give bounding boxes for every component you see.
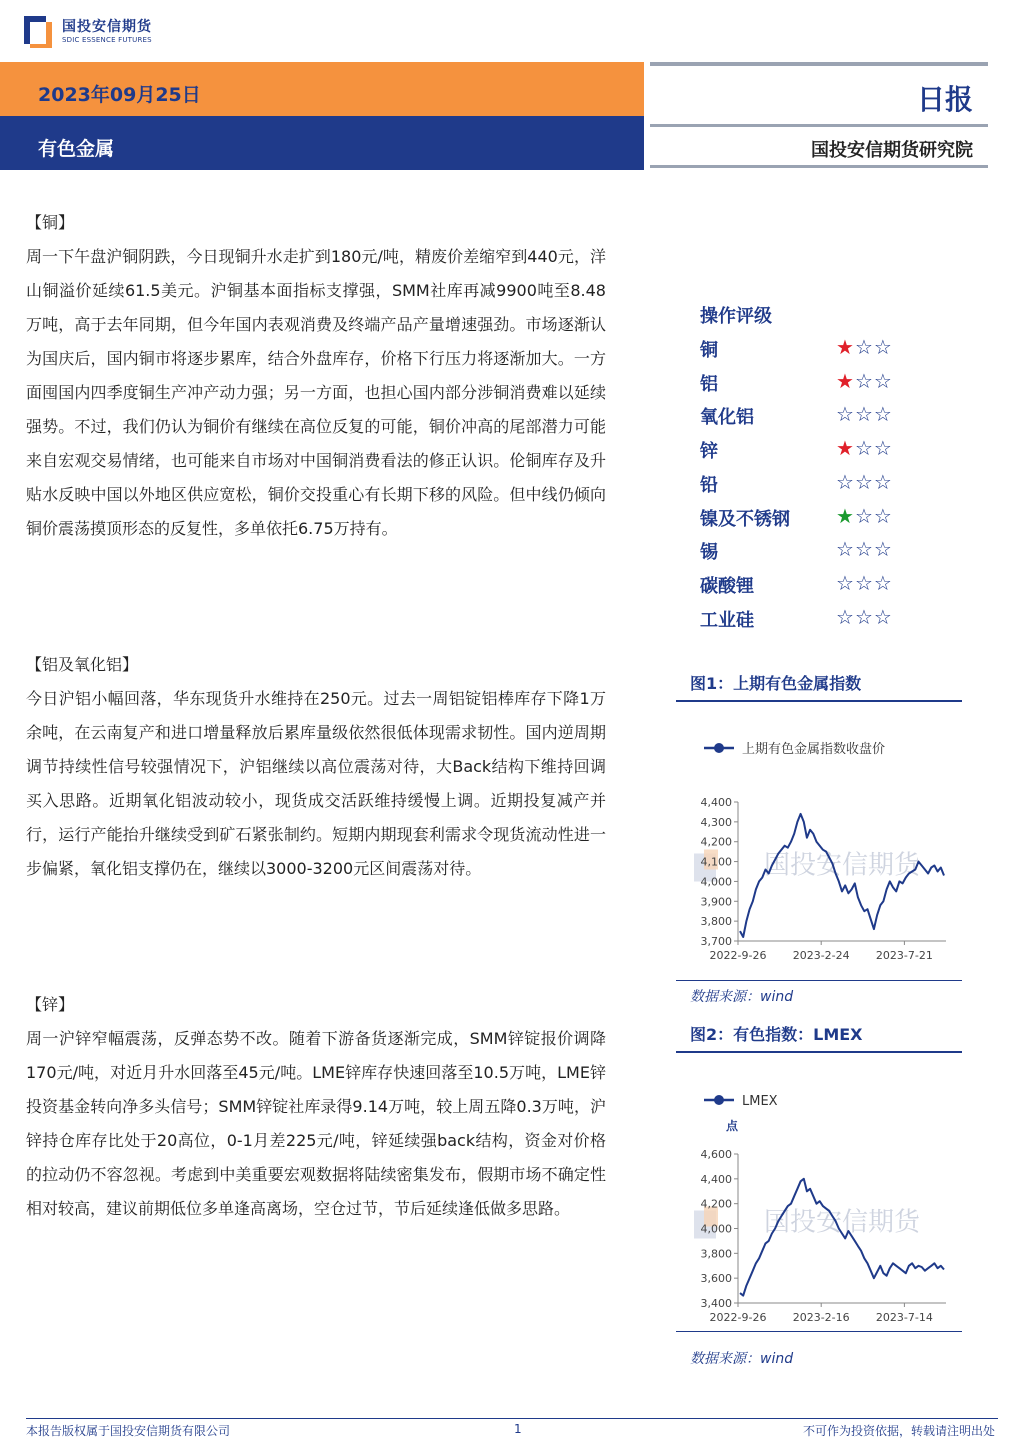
rating-metal-name: 铝	[700, 373, 718, 395]
rating-title: 操作评级	[700, 306, 772, 327]
star-filled-icon: ★	[836, 503, 855, 528]
y-tick-label: 3,700	[700, 935, 732, 948]
rating-metal-name: 镍及不锈钢	[700, 508, 790, 530]
article-heading: 【铝及氧化铝】	[26, 655, 139, 674]
y-tick-label: 3,900	[700, 895, 732, 909]
y-tick-label: 4,000	[700, 875, 732, 889]
logo-name-en: SDIC ESSENCE FUTURES	[62, 36, 152, 44]
rating-row	[700, 505, 920, 535]
rating-metal-name: 氧化铝	[700, 407, 754, 429]
rating-metal-name: 锌	[700, 441, 718, 463]
report-date: 2023年09月25日	[38, 84, 201, 106]
chart-shfe-nonferrous-index	[676, 706, 962, 980]
article-zinc	[26, 988, 606, 1226]
article-heading: 【铜】	[26, 213, 75, 232]
legend-label: 上期有色金属指数收盘价	[742, 742, 886, 757]
article-body: 周一下午盘沪铜阴跌，今日现铜升水走扩到180元/吨，精废价差缩窄到440元，洋山铜溢价延续61.5美元。沪铜基本面指标支撑强，SMM社库再减9900吨至8.48万吨，高于去年同期，但今年国内表观消费及终端产品产量增速强劲。市场逐渐认为国庆后，国内铜市将逐步累库，结合外盘库存，价格下行压力将逐渐加大。一方面囤国内四季度铜生产冲产动力强；另一方面，也担心国内部分涉铜消费难以延续强势。不过，我们仍认为铜价有继续在高位反复的可能，铜价冲高的尾部潜力可能来自宏观交易情绪，也可能来自市场对中国铜消费看法的修正认识。伦铜库存及升贴水反映中国以外地区供应宽松，铜价交投重心有长期下移的风险。但中线仍倾向铜价震荡摸顶形态的反复性，多单依托6.75万持有。	[26, 247, 606, 538]
rating-row	[700, 336, 920, 366]
y-tick-label: 4,100	[700, 855, 732, 869]
figure-2-rule	[676, 1051, 962, 1053]
company-logo	[24, 16, 152, 48]
star-outline-icon: ☆	[873, 537, 893, 562]
header-rule-bottom	[650, 165, 988, 168]
x-tick-label: 2023-7-14	[875, 1311, 933, 1324]
star-outline-icon: ☆	[854, 604, 874, 629]
star-outline-icon: ☆	[836, 570, 855, 595]
rating-stars-icon	[836, 504, 893, 528]
rating-stars-icon	[836, 571, 893, 595]
figure-2-rule-bottom	[676, 1331, 962, 1332]
rating-row	[700, 572, 920, 602]
watermark-text: 国投安信期货	[764, 850, 921, 881]
rating-stars-icon	[836, 369, 893, 393]
y-tick-label: 3,600	[700, 1272, 732, 1286]
x-tick-label: 2023-2-24	[792, 949, 850, 962]
star-outline-icon: ☆	[873, 503, 893, 528]
x-tick-label: 2023-2-16	[792, 1311, 850, 1324]
figure-1-title: 图1：上期有色金属指数	[690, 674, 862, 693]
rating-stars-icon	[836, 402, 893, 426]
figure-2-source: 数据来源：wind	[690, 1351, 794, 1367]
watermark-text: 国投安信期货	[764, 1207, 921, 1238]
star-outline-icon: ☆	[873, 402, 893, 427]
x-tick-label: 2023-7-21	[875, 949, 933, 962]
article-body: 周一沪锌窄幅震荡，反弹态势不改。随着下游备货逐渐完成，SMM锌锭报价调降170元/吨，对近月升水回落至45元/吨。LME锌库存快速回落至10.5万吨，LME锌投资基金转向净多头信号；SMM锌锭社库录得9.14万吨，较上周五降0.3万吨，沪锌持仓库存比处于20高位，0-1月差225元/吨，锌延续强back结构，资金对价格的拉动仍不容忽视。考虑到中美重要宏观数据将陆续密集发布，假期市场不确定性相对较高，建议前期低位多单逢高离场，空仓过节，节后延续逢低做多思路。	[26, 1029, 606, 1218]
report-type: 日报	[916, 83, 973, 116]
y-tick-label: 4,300	[700, 815, 732, 829]
star-outline-icon: ☆	[873, 469, 893, 494]
rating-metal-name: 铅	[700, 474, 718, 496]
header-rule-top	[650, 62, 988, 66]
figure-1-rule	[676, 700, 962, 702]
star-filled-icon: ★	[836, 368, 855, 393]
star-outline-icon: ☆	[873, 436, 893, 461]
logo-icon	[24, 16, 56, 48]
rating-stars-icon	[836, 436, 893, 460]
rating-metal-name: 铜	[700, 340, 718, 361]
footer-copyright: 本报告版权属于国投安信期货有限公司	[26, 1424, 231, 1438]
rating-metal-name: 碳酸锂	[700, 575, 754, 597]
star-outline-icon: ☆	[854, 436, 874, 461]
star-outline-icon: ☆	[854, 402, 874, 427]
footer-rule	[26, 1418, 998, 1419]
y-tick-label: 4,200	[700, 835, 732, 849]
legend-marker	[714, 743, 724, 753]
page-footer	[0, 1418, 1025, 1444]
x-tick-label: 2022-9-26	[709, 949, 767, 962]
star-outline-icon: ☆	[854, 570, 874, 595]
rating-metal-name: 工业硅	[700, 609, 754, 631]
star-outline-icon: ☆	[836, 469, 855, 494]
rating-metal-name: 锡	[700, 542, 718, 564]
figure-1-source: 数据来源：wind	[690, 989, 794, 1005]
y-tick-label: 4,400	[700, 796, 732, 809]
page-number: 1	[514, 1422, 522, 1436]
star-outline-icon: ☆	[854, 537, 874, 562]
star-outline-icon: ☆	[854, 503, 874, 528]
star-outline-icon: ☆	[854, 368, 874, 393]
institute-name: 国投安信期货研究院	[811, 140, 973, 161]
figure-2-title: 图2：有色指数：LMEX	[690, 1025, 863, 1044]
article-aluminum	[26, 648, 606, 886]
rating-row	[700, 403, 920, 433]
y-tick-label: 4,400	[700, 1172, 732, 1186]
star-outline-icon: ☆	[873, 368, 893, 393]
article-heading: 【锌】	[26, 995, 75, 1014]
y-tick-label: 4,200	[700, 1197, 732, 1211]
header-rule-mid	[650, 124, 988, 127]
rating-stars-icon	[836, 335, 893, 359]
y-axis-unit: 点	[726, 1119, 739, 1133]
rating-stars-icon	[836, 605, 893, 629]
footer-disclaimer: 不可作为投资依据，转载请注明出处	[802, 1424, 995, 1438]
y-tick-label: 4,000	[700, 1222, 732, 1236]
y-tick-label: 3,400	[700, 1297, 732, 1310]
star-filled-icon: ★	[836, 436, 855, 461]
rating-row	[700, 606, 920, 636]
y-tick-label: 3,800	[700, 915, 732, 929]
x-tick-label: 2022-9-26	[709, 1311, 767, 1324]
rating-stars-icon	[836, 537, 893, 561]
chart-lmex	[676, 1057, 962, 1331]
rating-row	[700, 370, 920, 400]
star-outline-icon: ☆	[836, 604, 855, 629]
logo-name-cn: 国投安信期货	[62, 19, 152, 35]
y-tick-label: 3,800	[700, 1247, 732, 1261]
report-section: 有色金属	[38, 138, 115, 160]
star-outline-icon: ☆	[836, 402, 855, 427]
star-filled-icon: ★	[836, 335, 855, 359]
star-outline-icon: ☆	[873, 335, 893, 359]
rating-row	[700, 538, 920, 568]
legend-label: LMEX	[742, 1094, 778, 1109]
figure-1-rule-bottom	[676, 980, 962, 981]
star-outline-icon: ☆	[854, 335, 874, 359]
rating-row	[700, 471, 920, 501]
star-outline-icon: ☆	[854, 469, 874, 494]
star-outline-icon: ☆	[873, 604, 893, 629]
article-copper	[26, 206, 606, 546]
legend-marker	[714, 1095, 724, 1105]
y-tick-label: 4,600	[700, 1148, 732, 1161]
star-outline-icon: ☆	[873, 570, 893, 595]
star-outline-icon: ☆	[836, 537, 855, 562]
rating-row	[700, 437, 920, 467]
rating-stars-icon	[836, 470, 893, 494]
article-body: 今日沪铝小幅回落，华东现货升水维持在250元。过去一周铝锭铝棒库存下降1万余吨，在云南复产和进口增量释放后累库量级依然很低体现需求韧性。国内逆周期调节持续性信号较强情况下，沪铝继续以高位震荡对待，大Back结构下维持回调买入思路。近期氧化铝波动较小，现货成交活跃维持缓慢上调。近期投复减产并行，运行产能抬升继续受到矿石紧张制约。短期内期现套利需求令现货流动性进一步偏紧，氧化铝支撑仍在，继续以3000-3200元区间震荡对待。	[26, 689, 606, 878]
